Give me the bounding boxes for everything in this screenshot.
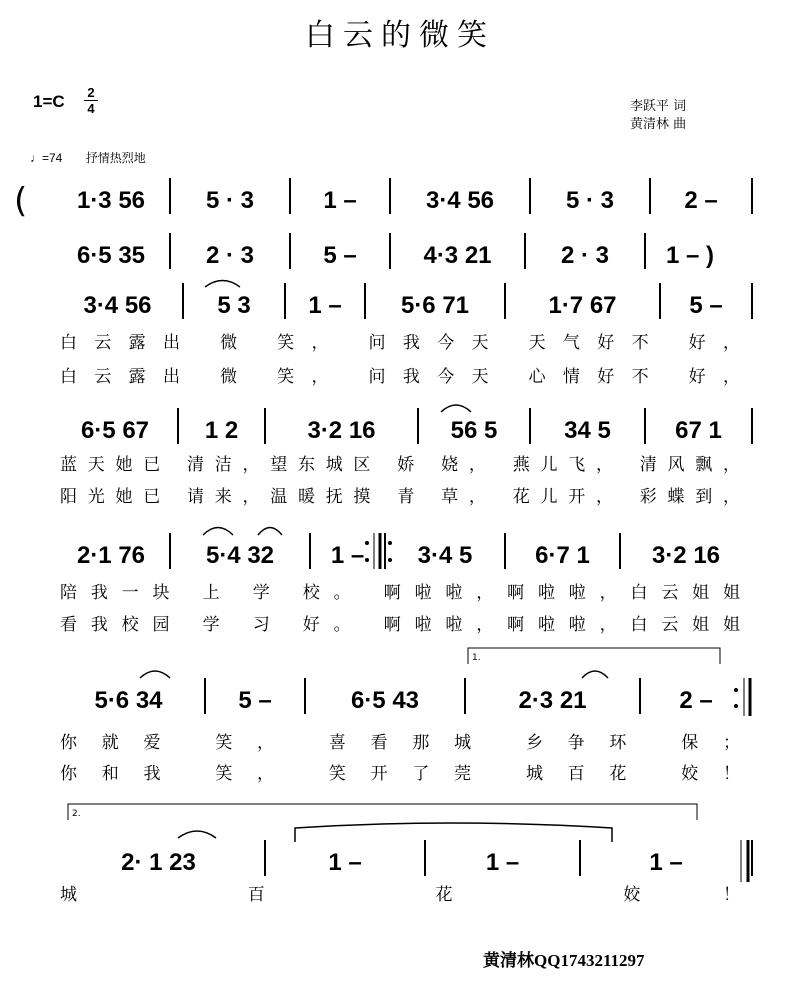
measure-notes: 2· 1 23 [121,849,196,876]
measure-notes: 1 – [330,542,365,569]
lyric-line: 你就爱 笑， 喜看那城 乡争环 保； [60,733,740,753]
composer-credit: 黄清林 曲 [630,117,687,132]
lyric-line: 白云露出 微 笑， 问我今天 天气好不 好， [60,333,740,353]
lyric-line: 蓝天她已 清洁，望东城区 娇 娆， 燕儿飞， 清风飘， [60,455,740,475]
measure-notes: 1·7 67 [548,292,617,319]
lyric-line: 城 百 花 姣！ [60,885,740,905]
repeat-dot [734,688,738,692]
measure-notes: 3·2 16 [651,542,721,569]
slur [203,528,233,536]
measure-notes: 5 – [238,687,272,714]
measure-notes: 34 5 [564,417,611,444]
measure-notes: 6·5 35 [76,242,146,269]
time-signature-numerator: 2 [87,85,95,100]
measure-notes: 5·4 32 [205,542,275,569]
measure-notes: 5 · 3 [205,187,255,214]
measure-notes: 2·1 76 [76,542,146,569]
slur [178,831,216,838]
key-signature: 1=C [33,92,65,111]
time-signature-denominator: 4 [87,101,95,116]
measure-notes: 6·5 43 [350,687,420,714]
open-parenthesis: ( [14,181,28,221]
measure-notes: 3·4 56 [425,187,495,214]
song-title: 白云的微笑 [305,18,495,53]
measure-notes: 1 – [323,187,357,214]
slur [140,671,170,678]
lyric-line: 你和我 笑， 笑开了莞 城百花 姣！ [60,764,740,784]
lyric-line: 阳光她已 请来，温暖抚摸 青 草， 花儿开， 彩蝶到， [60,487,740,507]
slur [205,281,240,288]
tempo-expression: 抒情热烈地 [85,151,146,165]
lyric-line: 白云露出 微 笑， 问我今天 心情好不 好， [60,367,740,387]
measure-notes: 2·3 21 [518,687,587,714]
measure-notes: 4·3 21 [423,242,492,269]
measure-notes: 1 2 [204,417,239,444]
measure-notes: 5 – [689,292,723,319]
measure-notes: 5 3 [217,292,251,319]
volta-label-2: 2. [72,809,81,819]
measure-notes: 3·2 16 [307,417,376,444]
measure-notes: 5·6 71 [400,292,470,319]
measure-notes: 5 · 3 [565,187,615,214]
measure-notes: 1 – [308,292,342,319]
measure-notes: 3·4 56 [83,292,152,319]
measure-notes: 1 – [328,849,362,876]
measure-notes: 1 – [485,849,520,876]
repeat-dot [365,558,369,562]
volta-bracket-2 [68,804,697,820]
lyricist-credit: 李跃平 词 [630,99,687,114]
measure-notes: 67 1 [675,417,722,444]
repeat-dot [365,541,369,545]
measure-notes: 2 – [679,687,713,714]
measure-notes: 6·7 1 [535,542,590,569]
measure-notes: 2 · 3 [560,242,610,269]
tempo-value: ♩=74 [30,151,63,165]
measure-notes: 5 – [323,242,357,269]
measure-notes: 2 · 3 [205,242,255,269]
slur [441,405,471,412]
measure-notes: 1 – ) [665,242,715,269]
volta-bracket-1 [468,648,720,664]
repeat-dot [388,541,392,545]
measure-notes: 6·5 67 [80,417,150,444]
lyric-line: 陪我一块 上 学 校。 啊啦啦，啊啦啦，白云姐姐 [60,583,740,603]
measure-notes: 5·6 34 [94,687,163,714]
repeat-dot [734,704,738,708]
lyric-line: 看我校园 学 习 好。 啊啦啦，啊啦啦，白云姐姐 [60,615,740,635]
measure-notes: 1·3 56 [76,187,146,214]
measure-notes: 56 5 [450,417,498,444]
measure-notes: 3·4 5 [417,542,473,569]
author-signature: 黄清林QQ1743211297 [483,951,645,970]
measure-notes: 2 – [684,187,718,214]
measure-notes: 1 – [649,849,683,876]
volta-label-1: 1. [472,653,481,663]
tie-long [295,823,612,842]
slur [582,671,608,678]
slur [258,528,282,536]
repeat-dot [388,558,392,562]
